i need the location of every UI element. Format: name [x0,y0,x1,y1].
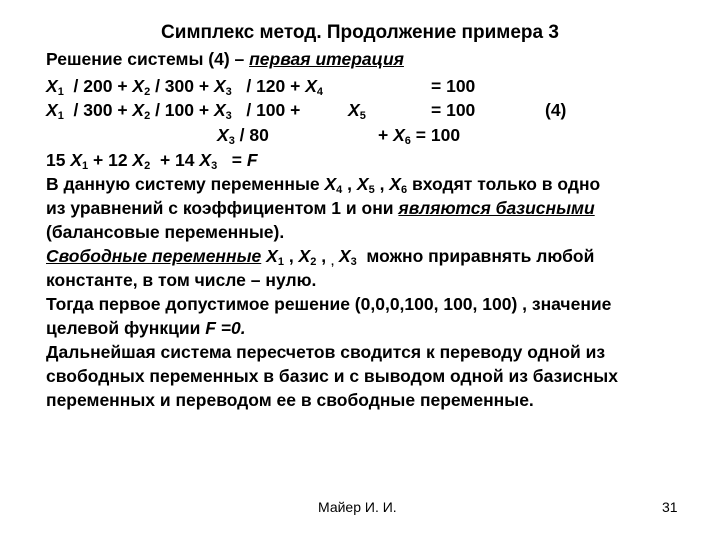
obj-c3: + 14 [150,150,200,170]
page-number: 31 [662,499,678,515]
eq3-x3-sub: 3 [228,135,235,147]
p1-text-a: В данную систему переменные [46,174,325,194]
p4-sep1: , [283,246,299,266]
equation-2 [46,99,686,121]
para-line-1 [46,173,600,195]
eq1-term1: / 200 + [63,76,133,96]
p1-x6: X [389,174,401,194]
slide-title: Симплекс метод. Продолжение примера 3 [161,22,559,43]
p4-x1: X [266,246,278,266]
eq1-x2-sub: 2 [144,86,151,98]
eq2-term1: / 300 + [63,100,133,120]
p1-x6-sub: 6 [400,184,408,196]
obj-f: F [246,150,258,170]
eq2-x1: X [46,100,58,120]
p4-x3-sub: 3 [350,256,357,268]
p1-x5-sub: 5 [368,184,375,196]
eq1-rhs: = 100 [431,76,476,96]
eq2-rhs: = 100 [431,100,476,120]
para-line-5: константе, в том числе – нулю. [46,270,317,290]
p4-x1-sub: 1 [277,256,284,268]
equation-number: (4) [545,100,567,120]
eq1-x3: X [213,76,226,96]
eq3-x6-sub: 6 [404,135,411,147]
p1-x5: X [356,174,369,194]
eq3-term: / 80 [234,125,269,145]
p1-sep1: , [342,174,357,194]
eq3-rhs: = 100 [410,125,461,145]
equation-3 [46,124,686,146]
para-line-3: (балансовые переменные). [46,222,285,242]
p4-x3: X [334,246,351,266]
eq2-x2-sub: 2 [144,110,151,122]
eq1-x4-sub: 4 [316,86,324,98]
para-line-9: свободных переменных в базис и с выводом одной из базисных [46,366,618,386]
intro-line [46,48,404,70]
intro-text: Решение системы (4) – [46,49,250,69]
p4-text-b: можно приравнять любой [356,246,595,266]
eq2-x3: X [213,100,226,120]
p1-x4: X [324,174,337,194]
p2-text: из уравнений с коэффициентом 1 и они [46,198,399,218]
para-line-8: Дальнейшая система пересчетов сводится к переводу одной из [46,342,606,362]
eq3-plus: + [378,125,394,145]
eq2-x3-sub: 3 [225,110,232,122]
eq1-x1-sub: 1 [57,86,64,98]
eq2-term3: / 100 + [231,100,301,120]
p7-f: F =0. [205,318,246,338]
basic-vars-text: являются базисными [398,198,595,218]
para-line-6: Тогда первое допустимое решение (0,0,0,100, 100, 100) , значение [46,294,612,314]
obj-x2: X [132,150,145,170]
p4-stray-comma: , [330,256,335,268]
objective-function [46,149,258,171]
eq1-x2: X [132,76,145,96]
p4-x2: X [298,246,311,266]
p1-x4-sub: 4 [336,184,343,196]
para-line-7 [46,317,246,339]
equation-1 [46,75,686,97]
first-iteration-text: первая итерация [249,49,404,69]
eq2-x1-sub: 1 [57,110,64,122]
eq1-x1: X [46,76,58,96]
free-vars-text: Свободные переменные [46,246,262,266]
p4-x2-sub: 2 [310,256,317,268]
eq1-x3-sub: 3 [225,86,232,98]
obj-c2: + 12 [88,150,133,170]
eq3-x3: X [217,125,229,145]
footer-author: Майер И. И. [318,499,397,515]
p1-text-b: входят только в одно [407,174,601,194]
obj-x2-sub: 2 [144,160,151,172]
eq2-term2: / 100 + [150,100,214,120]
para-line-4 [46,245,594,267]
eq2-x5: X [348,100,360,120]
obj-x1-sub: 1 [82,160,89,172]
para-line-2 [46,197,595,219]
eq2-x5-sub: 5 [359,110,366,122]
obj-x3: X [199,150,212,170]
eq2-x2: X [132,100,145,120]
eq1-term3: / 120 + [231,76,306,96]
obj-c1: 15 [46,150,71,170]
p7-text: целевой функции [46,318,206,338]
obj-eq: = [217,150,247,170]
eq1-x4: X [305,76,317,96]
eq1-term2: / 300 + [150,76,214,96]
obj-x1: X [70,150,83,170]
p4-sep2: , [316,246,331,266]
para-line-10: переменных и переводом ее в свободные переменные. [46,390,534,410]
p1-sep2: , [374,174,390,194]
eq3-x6: X [393,125,405,145]
obj-x3-sub: 3 [211,160,218,172]
